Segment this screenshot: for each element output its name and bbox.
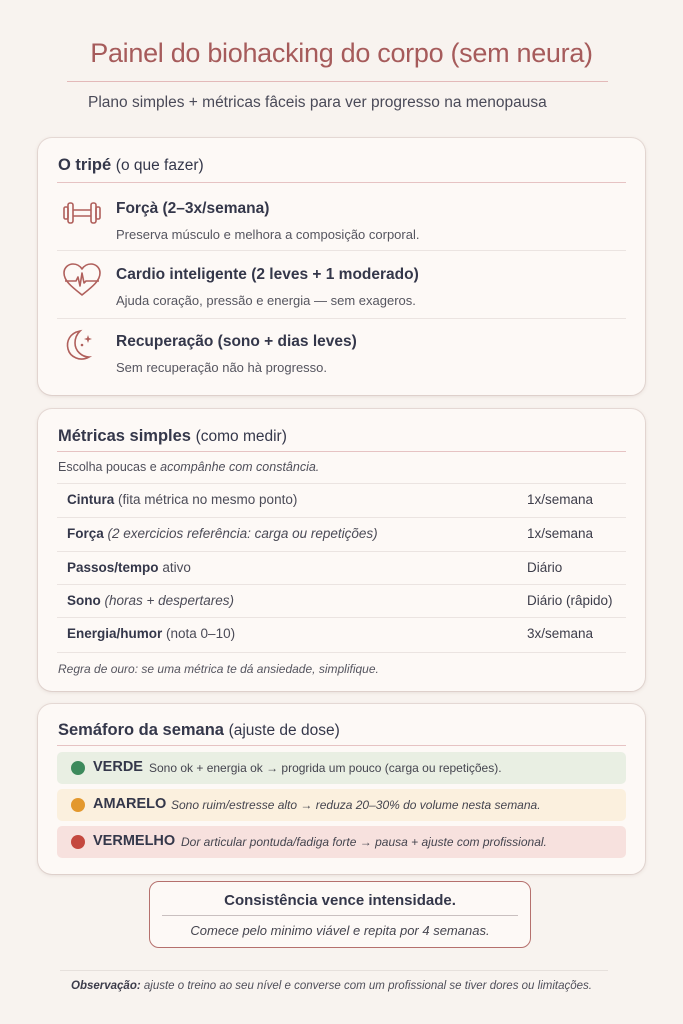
- title-divider: [67, 81, 608, 82]
- metric-label: [67, 593, 234, 608]
- metric-row: [57, 618, 626, 651]
- traffic-light-yellow: [57, 789, 626, 821]
- tripod-item-strength: [38, 184, 645, 250]
- metric-name: Força: [67, 526, 104, 541]
- traffic-light-label: VERMELHO: [93, 833, 176, 849]
- tripod-item-title: Cardio inteligente (2 leves + 1 moderado): [116, 266, 419, 283]
- metrics-intro-italic: acompânhe com constância.: [160, 460, 320, 474]
- metric-label: [67, 492, 297, 507]
- footer-divider: [60, 970, 608, 971]
- metric-detail: (horas + despertares): [104, 593, 234, 608]
- metrics-card: [38, 409, 645, 691]
- metric-row: [57, 518, 626, 551]
- metric-row: [57, 484, 626, 517]
- tripod-item-title: Recuperação (sono + dias leves): [116, 333, 357, 350]
- traffic-light-card: [38, 704, 645, 874]
- yellow-dot-icon: [71, 798, 85, 812]
- tripod-title-suffix: (o que fazer): [115, 157, 204, 174]
- metric-label: [67, 526, 378, 541]
- metric-frequency: 3x/semana: [527, 626, 594, 641]
- metrics-intro: [58, 460, 319, 474]
- traffic-light-label: VERDE: [93, 759, 143, 775]
- metric-detail: ativo: [162, 560, 191, 575]
- metric-frequency: 1x/semana: [527, 526, 594, 541]
- tripod-title-main: O tripé: [58, 156, 112, 174]
- callout-divider: [162, 915, 518, 916]
- divider: [57, 652, 626, 653]
- metric-label: [67, 626, 235, 641]
- metric-frequency: Diário (râpido): [527, 593, 613, 608]
- tripod-title-rule: [57, 182, 626, 183]
- traffic-light-text: Sono ok + energia ok → progrida um pouco (carga ou repetições).: [149, 761, 502, 775]
- footer-note: [71, 980, 592, 992]
- metric-name: Cintura: [67, 492, 115, 507]
- page-title: Painel do biohacking do corpo (sem neura): [90, 38, 593, 68]
- traffic-light-title-suffix: (ajuste de dose): [228, 722, 340, 739]
- metric-name: Passos/tempo: [67, 560, 159, 575]
- tripod-card-title: [58, 156, 204, 175]
- traffic-light-text: Sono ruim/estresse alto → reduza 20–30% do volume nesta semana.: [171, 798, 541, 812]
- page-subtitle: Plano simples + métricas fâceis para ver progresso na menopausa: [88, 94, 547, 111]
- dumbbell-icon: [62, 196, 102, 230]
- metrics-card-title: [58, 427, 287, 446]
- metrics-title-rule: [57, 451, 626, 452]
- traffic-light-label: AMARELO: [93, 796, 167, 812]
- metrics-intro-plain: Escolha poucas e: [58, 460, 161, 474]
- metric-name: Sono: [67, 593, 101, 608]
- metric-detail: (2 exercicios referência: carga ou repetições): [107, 526, 378, 541]
- callout-subtitle: Comece pelo minimo viável e repita por 4 semanas.: [190, 923, 490, 938]
- heart-pulse-icon: [62, 263, 102, 297]
- tripod-item-title: Forçà (2–3x/semana): [116, 200, 270, 217]
- metric-detail: (fita métrica no mesmo ponto): [118, 492, 298, 507]
- footer-text: ajuste o treino ao seu nível e converse com um profissional se tiver dores ou limitações.: [140, 980, 592, 992]
- green-dot-icon: [71, 761, 85, 775]
- tripod-item-cardio: [38, 251, 645, 317]
- metric-frequency: Diário: [527, 560, 563, 575]
- traffic-light-title: [58, 721, 340, 740]
- metrics-golden-rule: Regra de ouro: se uma métrica te dá ansiedade, simplifique.: [58, 662, 379, 676]
- tripod-card: [38, 138, 645, 395]
- metric-row: [57, 552, 626, 585]
- metrics-title-main: Métricas simples: [58, 427, 191, 445]
- traffic-light-text: Dor articular pontuda/fadiga forte → pausa + ajuste com profissional.: [181, 835, 547, 849]
- moon-stars-icon: [62, 329, 102, 363]
- callout-title: Consistência vence intensidade.: [224, 892, 456, 909]
- tripod-item-recovery: [38, 319, 645, 385]
- footer-label: Observação:: [71, 980, 141, 992]
- red-dot-icon: [71, 835, 85, 849]
- metric-name: Energia/humor: [67, 626, 163, 641]
- tripod-item-desc: Sem recuperação não hà progresso.: [116, 360, 328, 375]
- traffic-light-green: [57, 752, 626, 784]
- consistency-callout: [149, 881, 531, 948]
- metric-row: [57, 585, 626, 618]
- metrics-title-suffix: (como medir): [195, 428, 287, 445]
- metric-label: [67, 560, 191, 575]
- traffic-light-red: [57, 826, 626, 858]
- traffic-light-title-main: Semáforo da semana: [58, 721, 224, 739]
- traffic-light-title-rule: [57, 745, 626, 746]
- tripod-item-desc: Ajuda coração, pressão e energia — sem exageros.: [116, 293, 416, 308]
- tripod-item-desc: Preserva músculo e melhora a composição corporal.: [116, 227, 420, 242]
- metric-detail: (nota 0–10): [166, 626, 236, 641]
- metric-frequency: 1x/semana: [527, 492, 594, 507]
